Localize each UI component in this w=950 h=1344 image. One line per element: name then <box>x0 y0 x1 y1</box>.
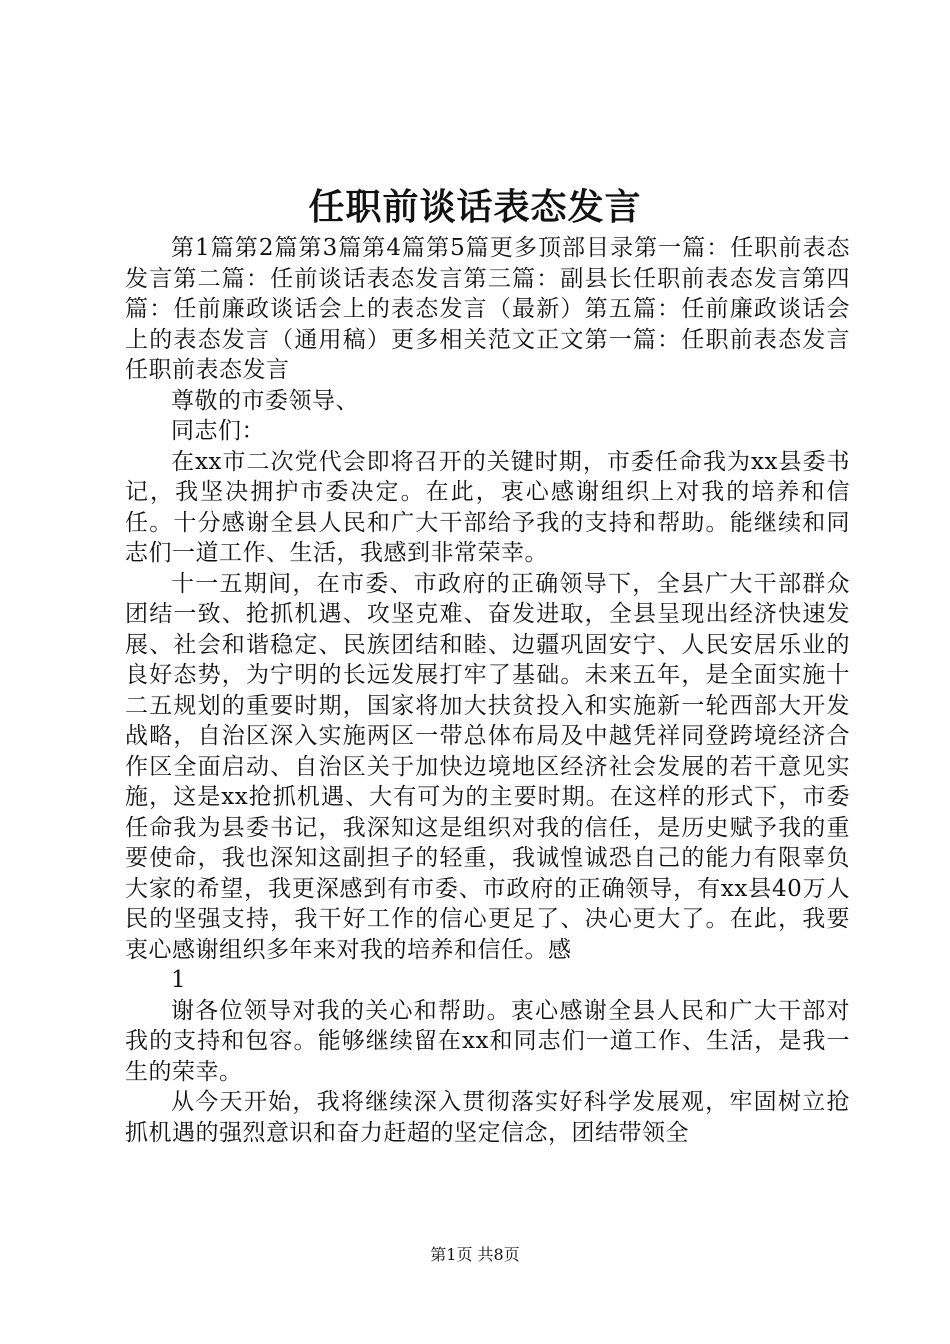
page-footer: 第1页 共8页 <box>430 1245 520 1264</box>
body-paragraph: 在xx市二次党代会即将召开的关键时期，市委任命我为xx县委书记，我坚决拥护市委决定。在此，衷心感谢组织上对我的培养和信任。十分感谢全县人民和广大干部给予我的支持和帮助。能继续和同志们一道工作、生活，我感到非常荣幸。 <box>125 448 850 566</box>
table-of-contents-paragraph: 第1篇第2篇第3篇第4篇第5篇更多顶部目录第一篇：任职前表态发言第二篇：任前谈话表态发言第三篇：副县长任职前表态发言第四篇：任前廉政谈话会上的表态发言（最新）第五篇：任前廉政谈话会上的表态发言（通用稿）更多相关范文正文第一篇：任职前表态发言任职前表态发言 <box>125 235 850 383</box>
salutation-line: 尊敬的市委领导、 <box>171 387 359 414</box>
inline-page-number: 1 <box>171 967 187 993</box>
body-paragraph: 十一五期间，在市委、市政府的正确领导下，全县广大干部群众团结一致、抢抓机遇、攻坚克难、奋发进取，全县呈现出经济快速发展、社会和谐稳定、民族团结和睦、边疆巩固安宁、人民安居乐业的良好态势，为宁明的长远发展打牢了基础。未来五年，是全面实施十二五规划的重要时期，国家将加大扶贫投入和实施新一轮西部大开发战略，自治区深入实施两区一带总体布局及中越凭祥同登跨境经济合作区全面启动、自治区关于加快边境地区经济社会发展的若干意见实施，这是xx抢抓机遇、大有可为的主要时期。在这样的形式下，市委任命我为县委书记，我深知这是组织对我的信任，是历史赋予我的重要使命，我也深知这副担子的轻重，我诚惶诚恐自己的能力有限辜负大家的希望，我更深感到有市委、市政府的正确领导，有xx县40万人民的坚强支持，我干好工作的信心更足了、决心更大了。在此，我要衷心感谢组织多年来对我的培养和信任。感 <box>125 570 850 963</box>
document-body <box>125 233 850 1148</box>
page-title: 任职前谈话表态发言 <box>308 186 642 228</box>
body-paragraph: 谢各位领导对我的关心和帮助。衷心感谢全县人民和广大干部对我的支持和包容。能够继续留在xx和同志们一道工作、生活，是我一生的荣幸。 <box>125 997 850 1085</box>
body-paragraph: 从今天开始，我将继续深入贯彻落实好科学发展观，牢固树立抢抓机遇的强烈意识和奋力赶超的坚定信念，团结带领全 <box>125 1089 850 1146</box>
salutation-line: 同志们： <box>171 418 265 444</box>
